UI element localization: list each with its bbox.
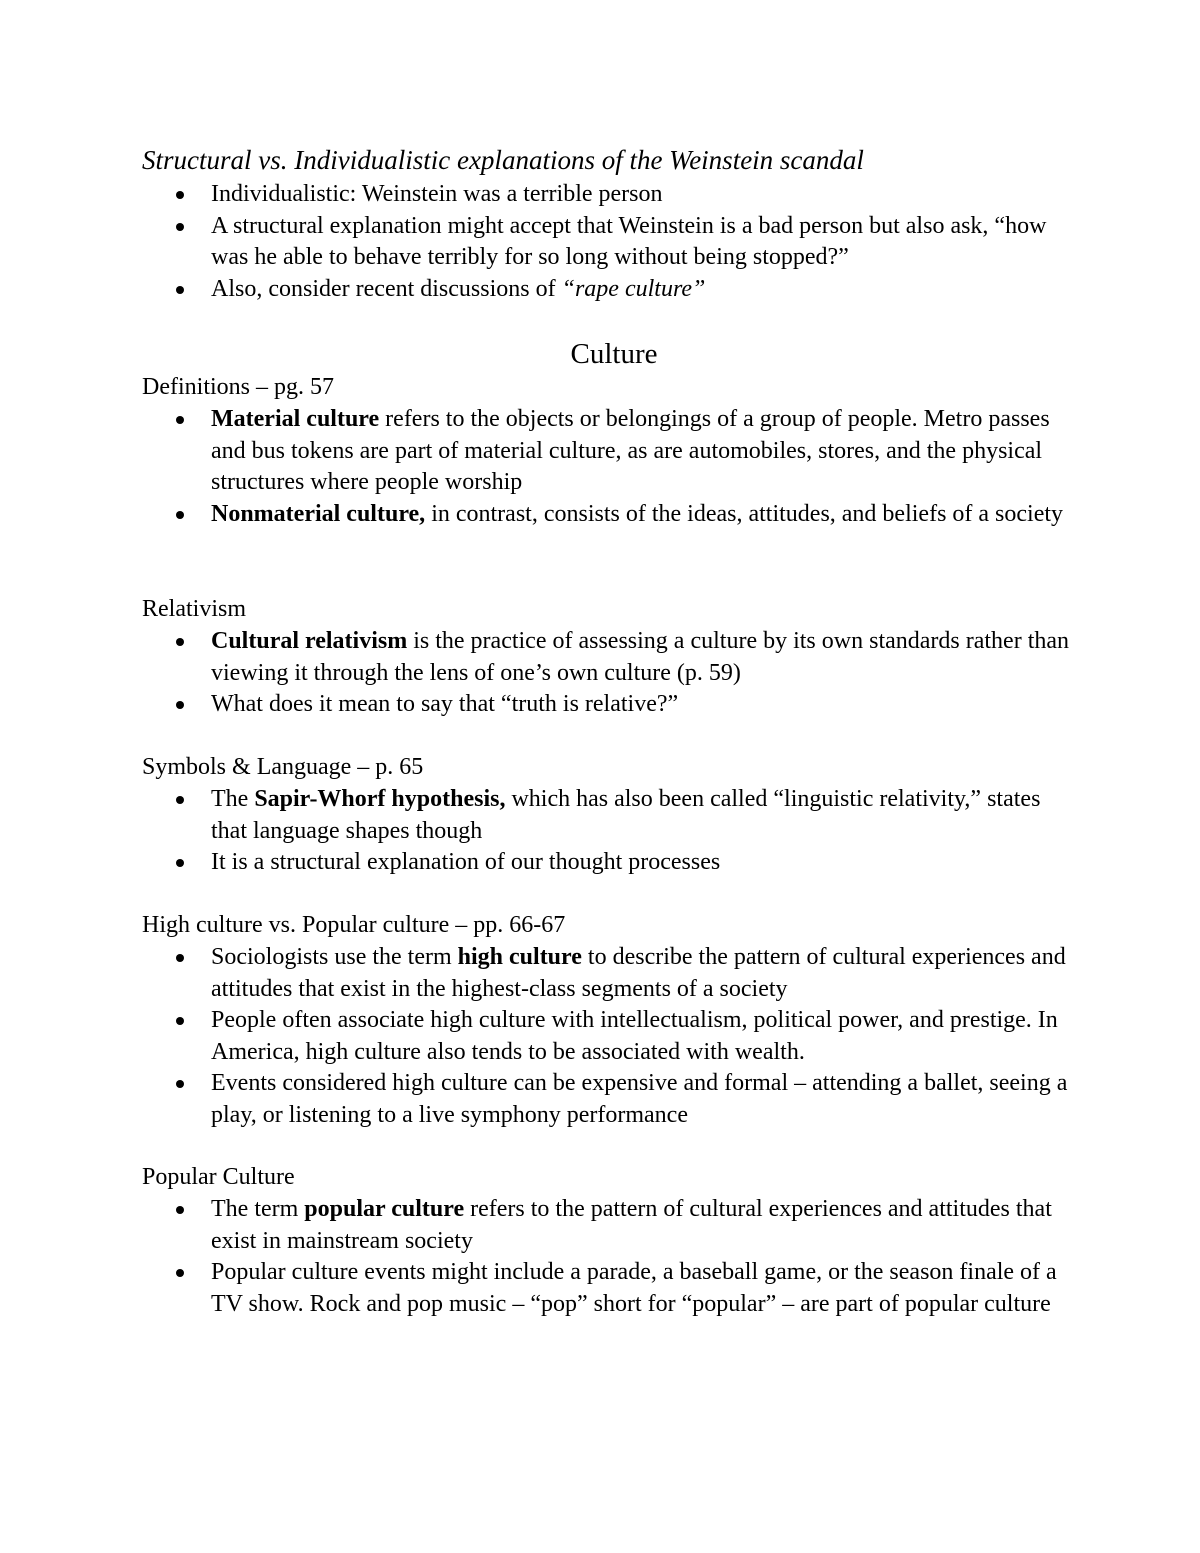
bullet-icon — [176, 286, 184, 294]
bullet-text: Sociologists use the term — [211, 944, 458, 970]
list-item — [0, 1068, 1071, 1131]
weinstein-list — [0, 179, 1071, 305]
bullet-icon — [176, 954, 184, 962]
bullet-text: The — [211, 786, 255, 812]
bullet-text: A structural explanation might accept that Weinstein is a bad person but also ask, “how was he able to behave terribly for so long without being stopped?” — [211, 212, 1047, 270]
list-item — [0, 626, 1071, 689]
bullet-icon — [176, 1017, 184, 1025]
bullet-icon — [176, 859, 184, 867]
list-item — [0, 274, 1071, 306]
bullet-text: which has also been called “linguistic relativity,” states that language shapes though — [211, 786, 1041, 844]
bullet-icon — [176, 701, 184, 709]
list-item — [0, 1005, 1071, 1068]
list-item — [0, 1194, 1071, 1257]
list-item — [0, 784, 1071, 847]
high-culture-heading: High culture vs. Popular culture – pp. 66-67 — [142, 912, 566, 938]
bullet-icon — [176, 191, 184, 199]
bullet-text: Events considered high culture can be expensive and formal – attending a ballet, seeing a play, or listening to a live symphony performance — [211, 1070, 1068, 1128]
bullet-bold-term: Sapir-Whorf hypothesis, — [254, 786, 506, 812]
bullet-text: Individualistic: Weinstein was a terrible person — [211, 181, 663, 207]
symbols-heading: Symbols & Language – p. 65 — [142, 754, 424, 780]
list-item — [0, 499, 1071, 531]
bullet-bold-term: Cultural relativism — [211, 628, 408, 654]
bullet-icon — [176, 223, 184, 231]
bullet-text: Popular culture events might include a parade, a baseball game, or the season finale of a TV show. Rock and pop music – “pop” short for “popular” – are part of popular culture — [211, 1259, 1057, 1317]
list-item — [0, 179, 1071, 211]
bullet-bold-term: Nonmaterial culture, — [211, 500, 426, 527]
bullet-text: refers to the pattern of cultural experiences and attitudes that exist in mainstream society — [211, 1196, 1052, 1254]
bullet-text: in contrast, consists of the ideas, attitudes, and beliefs of a society — [425, 500, 1064, 527]
relativism-heading: Relativism — [142, 596, 246, 622]
list-item — [0, 404, 1071, 499]
bullet-bold-term: Material culture — [211, 406, 380, 432]
list-item — [0, 942, 1071, 1005]
bullet-icon — [176, 511, 184, 519]
list-item — [0, 689, 1071, 721]
symbols-list — [0, 784, 1071, 879]
bullet-italic-text: “rape culture” — [561, 275, 706, 302]
bullet-icon — [176, 1206, 184, 1214]
bullet-icon — [176, 1269, 184, 1277]
definitions-heading: Definitions – pg. 57 — [142, 374, 334, 400]
bullet-text: to describe the pattern of cultural experiences and attitudes that exist in the highest-class segments of a society — [211, 944, 1066, 1002]
weinstein-heading: Structural vs. Individualistic explanations of the Weinstein scandal — [142, 145, 864, 175]
list-item — [0, 1257, 1071, 1320]
bullet-icon — [176, 416, 184, 424]
bullet-icon — [176, 638, 184, 646]
bullet-text: refers to the objects or belongings of a group of people. Metro passes and bus tokens are part of material culture, as are automobiles, stores, and the physical structures where people worship — [211, 406, 1050, 495]
bullet-text: is the practice of assessing a culture by its own standards rather than viewing it through the lens of one’s own culture (p. 59) — [211, 628, 1070, 686]
definitions-list — [0, 404, 1071, 530]
culture-title: Culture — [570, 338, 658, 370]
high-culture-list — [0, 942, 1071, 1131]
bullet-text: People often associate high culture with intellectualism, political power, and prestige. In America, high culture also tends to be associated with wealth. — [211, 1007, 1058, 1065]
list-item — [0, 211, 1071, 274]
relativism-list — [0, 626, 1071, 721]
bullet-text: It is a structural explanation of our thought processes — [211, 849, 721, 875]
bullet-text: Also, consider recent discussions of — [211, 275, 562, 302]
bullet-text: What does it mean to say that “truth is relative?” — [211, 691, 679, 717]
bullet-icon — [176, 1080, 184, 1088]
list-item — [0, 847, 1071, 879]
bullet-text: The term — [211, 1196, 305, 1222]
bullet-bold-term: high culture — [457, 944, 582, 970]
bullet-icon — [176, 796, 184, 804]
popular-culture-list — [0, 1194, 1071, 1320]
bullet-bold-term: popular culture — [304, 1196, 465, 1222]
popular-culture-heading: Popular Culture — [142, 1164, 295, 1190]
